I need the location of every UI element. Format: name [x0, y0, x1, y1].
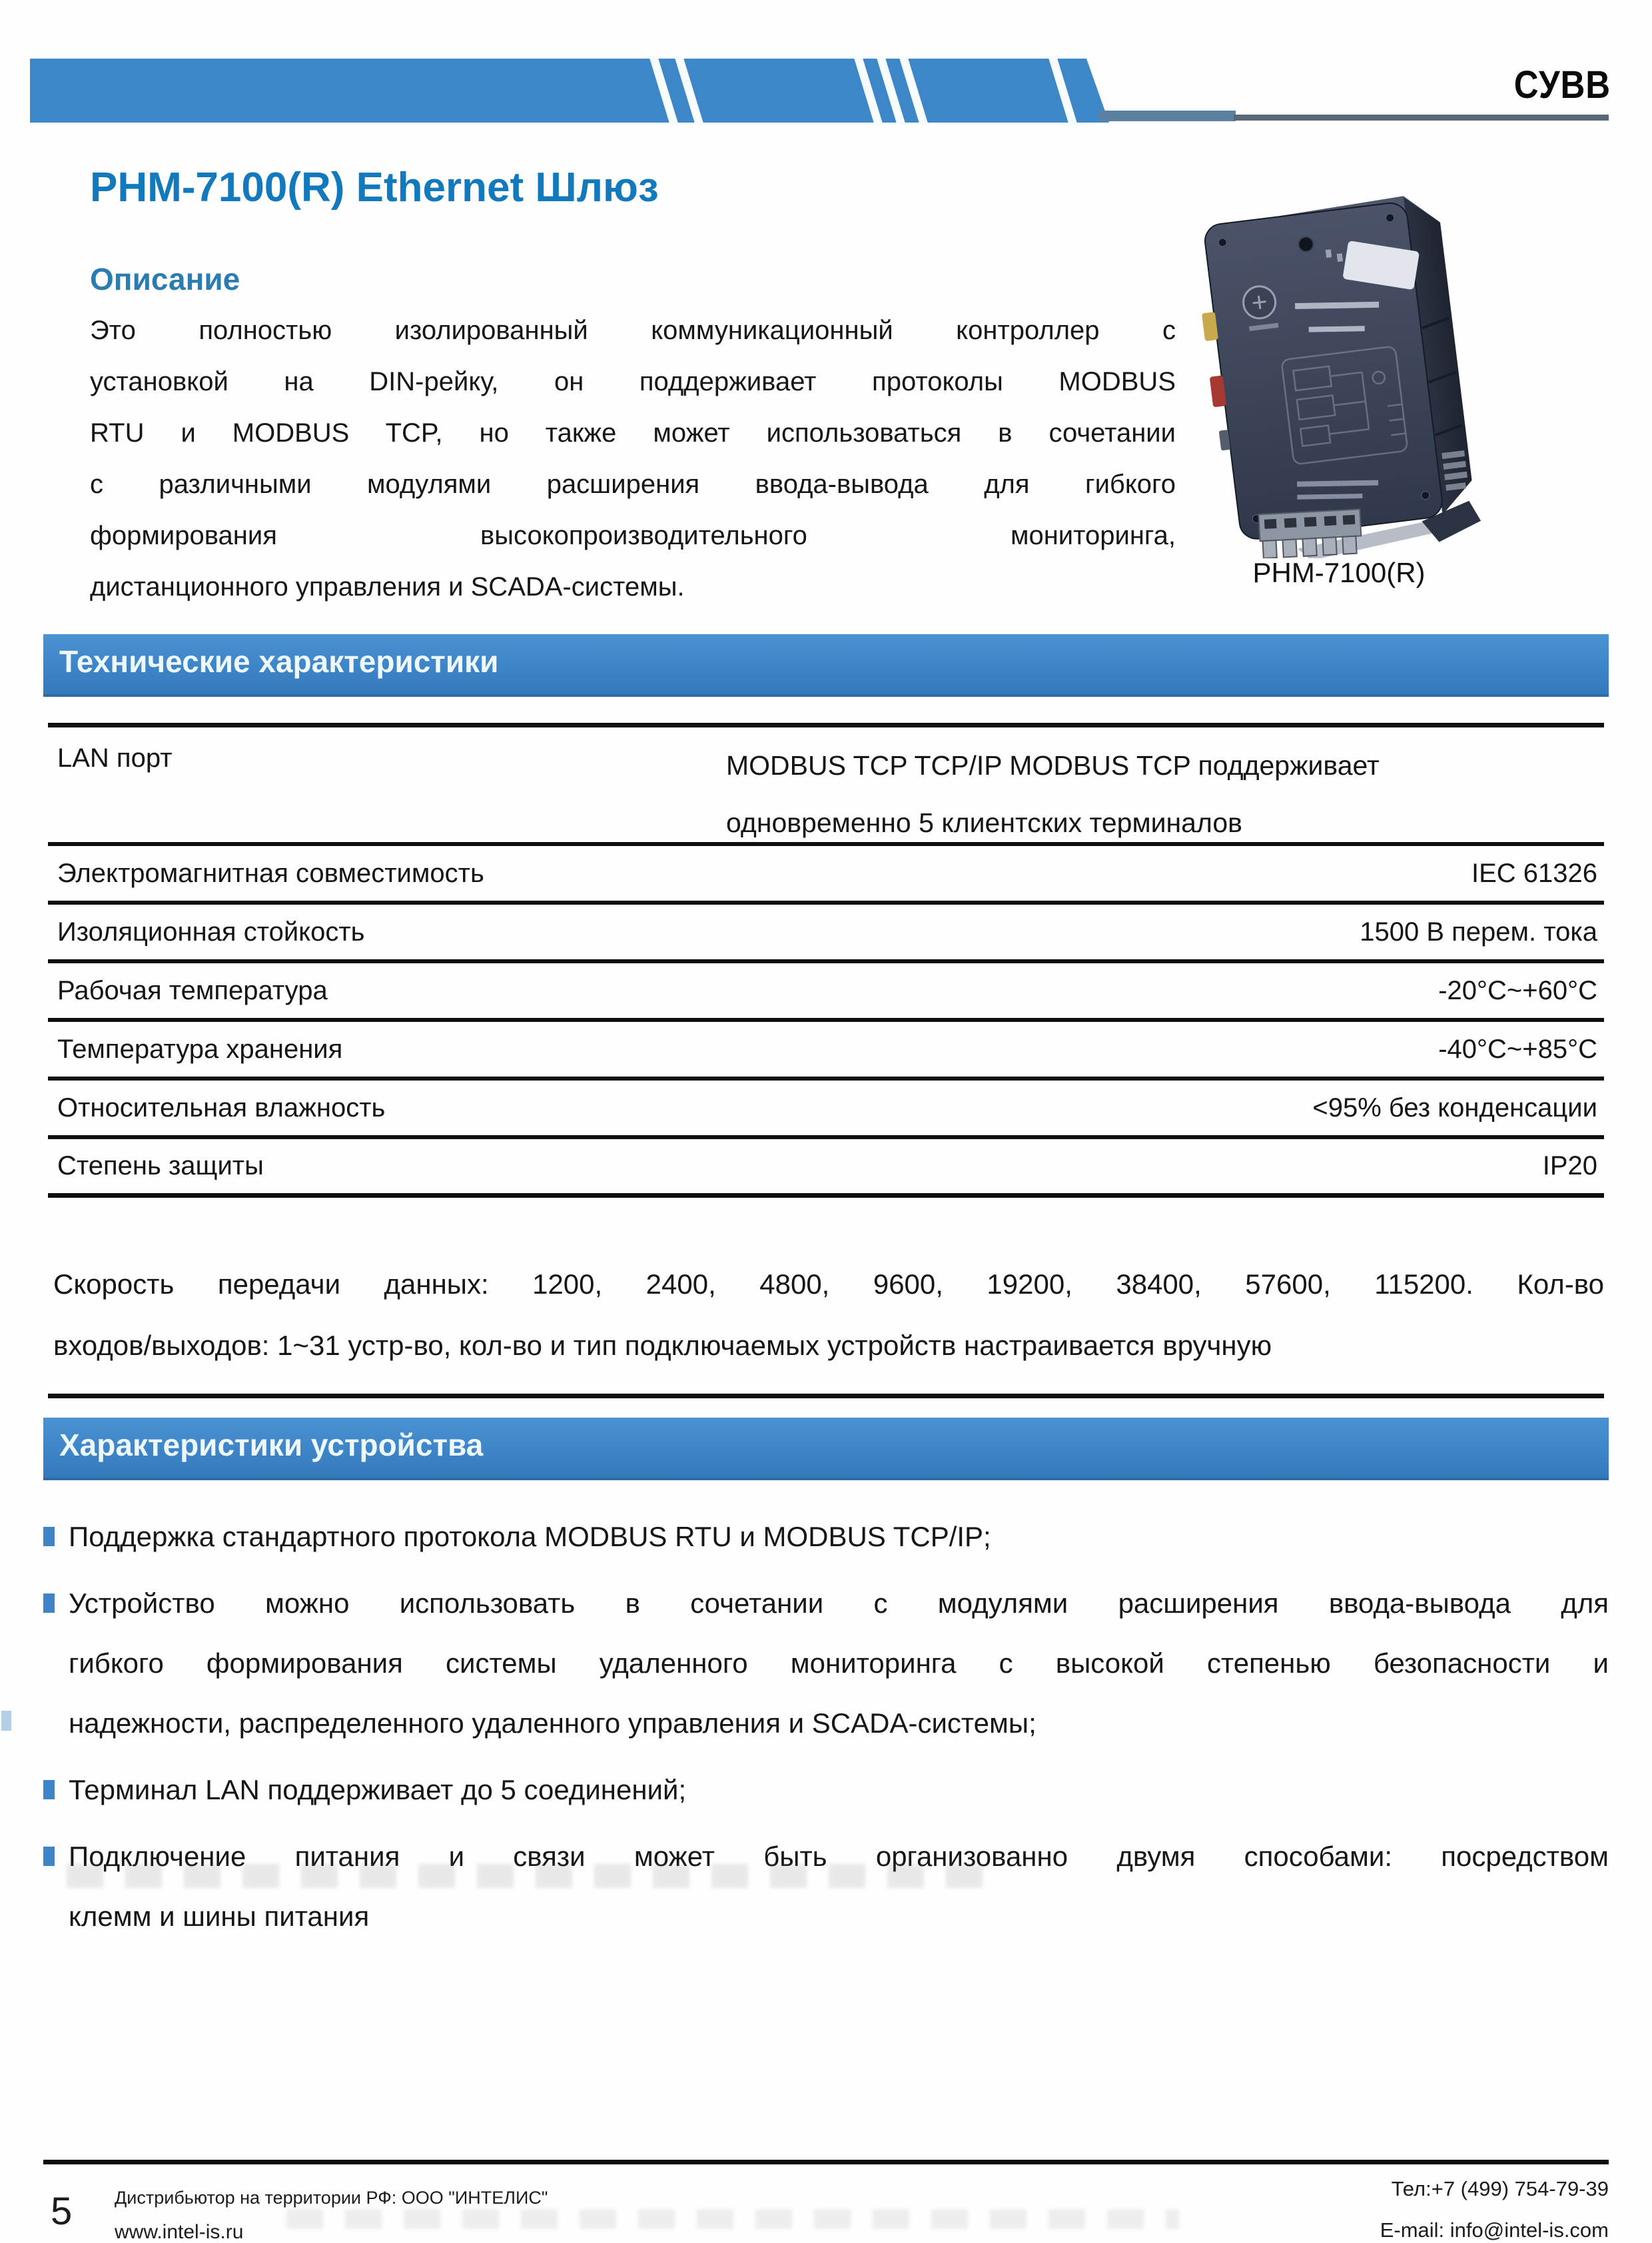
table-row — [48, 1022, 1604, 1081]
scan-artifact — [286, 2209, 1179, 2229]
header-rule-right — [1234, 115, 1609, 121]
list-item — [43, 1760, 1609, 1820]
brand-logo-text: СУВВ — [1513, 63, 1611, 107]
specs-banner — [43, 634, 1609, 697]
footer-rule — [43, 2160, 1609, 2164]
specs-banner-label: Технические характеристики — [59, 644, 499, 679]
spec-value — [726, 737, 1380, 851]
table-row — [48, 1139, 1604, 1198]
footer-email: E-mail: info@intel-is.com — [1380, 2218, 1609, 2242]
table-row — [48, 905, 1604, 963]
features-banner-label: Характеристики устройства — [59, 1428, 484, 1462]
specs-table — [48, 723, 1604, 1198]
table-row — [48, 963, 1604, 1022]
stray-bullet-artifact — [1, 1711, 11, 1731]
footer-phone: Тел:+7 (499) 754-79-39 — [1391, 2177, 1609, 2200]
header-rule-left — [1099, 111, 1236, 121]
spec-label: Изоляционная стойкость — [57, 917, 365, 947]
description-line: дистанционного управления и SCADA-системы. — [90, 572, 685, 602]
bullet-marker-icon — [43, 1847, 55, 1866]
spec-value-line: MODBUS TCP TCP/IP MODBUS TCP поддерживает — [726, 750, 1380, 781]
spec-value: -20°C~+60°C — [1438, 975, 1597, 1005]
list-item — [43, 1507, 1609, 1567]
spec-label: Степень защиты — [57, 1151, 264, 1180]
bullet-marker-icon — [43, 1527, 55, 1546]
table-row — [48, 846, 1604, 905]
spec-value: IP20 — [1542, 1151, 1597, 1180]
feature-line: Подключение питания и связи может быть организованно двумя способами: посредством — [69, 1841, 1609, 1872]
bullet-marker-icon — [43, 1593, 55, 1613]
table-row — [48, 727, 1604, 846]
page-title: PHM-7100(R) Ethernet Шлюз — [90, 165, 659, 211]
spec-value-line: одновременно 5 клиентских терминалов — [726, 807, 1242, 838]
page-number: 5 — [51, 2190, 73, 2233]
spec-value: -40°C~+85°C — [1438, 1034, 1597, 1064]
spec-label: Электромагнитная совместимость — [57, 858, 484, 888]
feature-line: Устройство можно использовать в сочетании с модулями расширения ввода-вывода для — [69, 1587, 1609, 1619]
description-line: Это полностью изолированный коммуникационный контроллер с — [90, 316, 1176, 345]
product-caption: PHM-7100(R) — [1252, 557, 1426, 588]
description-line: установкой на DIN-рейку, он поддерживает протоколы MODBUS — [90, 367, 1176, 396]
features-banner — [43, 1418, 1609, 1480]
spec-label: Относительная влажность — [57, 1093, 386, 1122]
product-image — [1182, 172, 1495, 598]
footer-distributor: Дистрибьютор на территории РФ: ООО "ИНТЕЛИС" — [115, 2188, 548, 2208]
feature-line: Терминал LAN поддерживает до 5 соединений; — [69, 1774, 687, 1805]
description-line: с различными модулями расширения ввода-вывода для гибкого — [90, 470, 1176, 499]
baudrate-note — [48, 1254, 1604, 1398]
spec-value: 1500 В перем. тока — [1360, 917, 1597, 947]
feature-line: клемм и шины питания — [69, 1901, 370, 1932]
description-line: RTU и MODBUS TCP, но также может использоваться в сочетании — [90, 418, 1176, 448]
header-band-bar — [30, 59, 1109, 123]
note-line: входов/выходов: 1~31 устр-во, кол-во и тип подключаемых устройств настраивается вручную — [53, 1330, 1272, 1361]
description-paragraph — [90, 305, 1176, 613]
list-item — [43, 1573, 1609, 1753]
spec-label: Температура хранения — [57, 1034, 343, 1064]
feature-line: надежности, распределенного удаленного управления и SCADA-системы; — [69, 1707, 1036, 1739]
bullet-marker-icon — [43, 1780, 55, 1799]
spec-value: IEC 61326 — [1471, 858, 1597, 888]
note-line: Скорость передачи данных: 1200, 2400, 4800, 9600, 19200, 38400, 57600, 115200. Кол-во — [53, 1268, 1604, 1300]
footer-website-link: www.intel-is.ru — [115, 2221, 244, 2243]
feature-line: гибкого формирования системы удаленного мониторинга с высокой степенью безопасности и — [69, 1647, 1609, 1679]
header-band — [30, 59, 1136, 123]
feature-line: Поддержка стандартного протокола MODBUS RTU и MODBUS TCP/IP; — [69, 1521, 991, 1552]
table-row — [48, 1081, 1604, 1139]
spec-label: Рабочая температура — [57, 975, 328, 1005]
spec-value: <95% без конденсации — [1312, 1093, 1597, 1122]
description-heading: Описание — [90, 262, 240, 296]
description-line: формирования высокопроизводительного мониторинга, — [90, 521, 1176, 550]
din-rail-module-illustration — [1182, 172, 1495, 558]
scan-artifact — [67, 1864, 986, 1888]
spec-label: LAN порт — [57, 743, 173, 773]
